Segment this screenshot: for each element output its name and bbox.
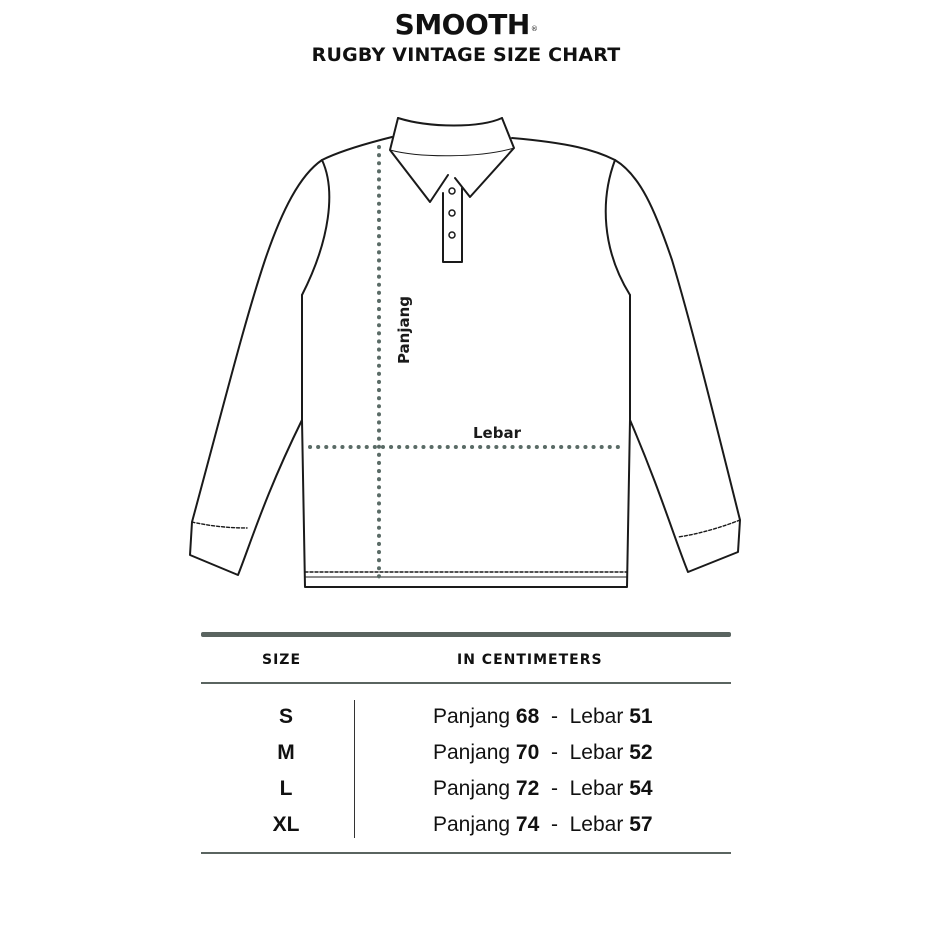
size-cell: M — [277, 741, 295, 764]
collar-left — [390, 118, 448, 202]
registered-mark: ® — [530, 25, 538, 33]
table-row — [0, 699, 932, 735]
measure-cell: Panjang 74 - Lebar 57 — [433, 813, 653, 836]
table-top-rule — [201, 632, 731, 637]
chart-title: RUGBY VINTAGE SIZE CHART — [311, 44, 621, 66]
table-row — [0, 807, 932, 843]
width-label: Lebar — [473, 424, 521, 442]
measure-cell: Panjang 72 - Lebar 54 — [433, 777, 653, 800]
brand-name: SMOOTH — [394, 8, 530, 41]
button-2 — [449, 210, 455, 216]
size-cell: S — [278, 705, 293, 728]
size-cell: XL — [272, 813, 300, 836]
right-cuff-seam — [678, 520, 740, 537]
measure-column-header: IN CENTIMETERS — [457, 652, 603, 668]
size-cell: L — [279, 777, 293, 800]
left-cuff-seam — [192, 522, 247, 528]
shirt-outline — [190, 137, 740, 587]
collar-back — [398, 118, 502, 126]
table-bottom-rule — [201, 852, 731, 854]
button-1 — [449, 188, 455, 194]
table-row — [0, 735, 932, 771]
measure-cell: Panjang 68 - Lebar 51 — [433, 705, 653, 728]
collar-right — [455, 118, 514, 197]
measure-cell: Panjang 70 - Lebar 52 — [433, 741, 653, 764]
placket — [443, 188, 462, 262]
table-row — [0, 771, 932, 807]
left-armhole-seam — [302, 160, 329, 295]
length-label: Panjang — [395, 295, 413, 365]
size-column-header: SIZE — [262, 652, 302, 668]
collar-band — [390, 148, 514, 156]
right-armhole-seam — [606, 160, 630, 295]
header-divider — [201, 682, 731, 684]
button-3 — [449, 232, 455, 238]
